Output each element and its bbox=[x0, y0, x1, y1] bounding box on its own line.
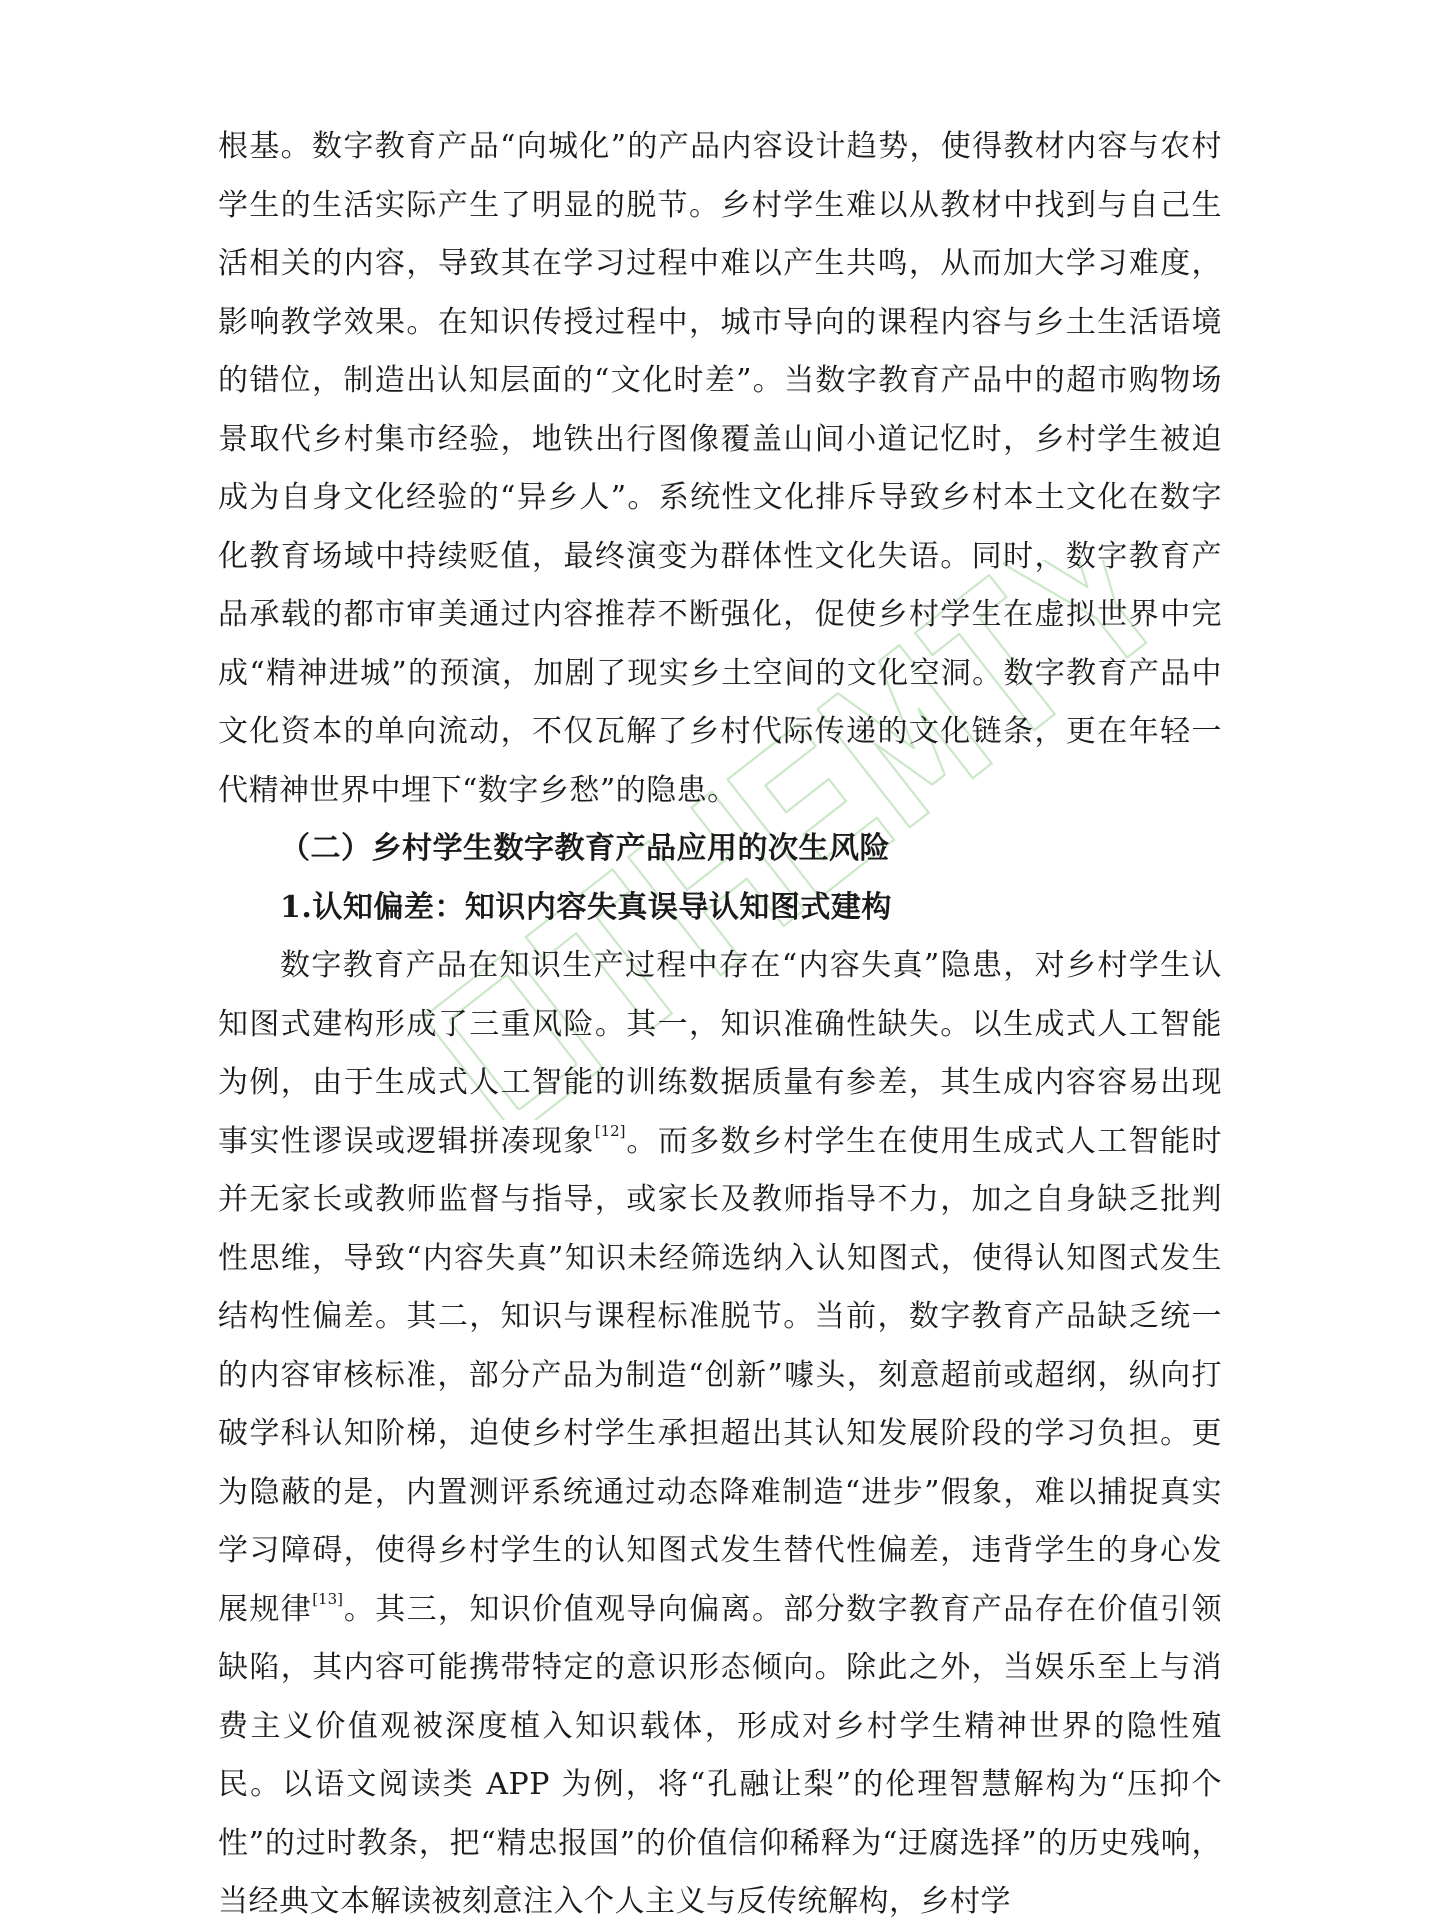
paragraph-text-part-2: 。而多数乡村学生在使用生成式人工智能时并无家长或教师监督与指导，或家长及教师指导不力，加之自身缺乏批判性思维，导致“内容失真”知识未经筛选纳入认知图式，使得认知图式发生结构性偏差。其二，知识与课程标准脱节。当前，数字教育产品缺乏统一的内容审核标准，部分产品为制造“创新”噱头，刻意超前或超纲，纵向打破学科认知阶梯，迫使乡村学生承担超出其认知发展阶段的学习负担。更为隐蔽的是，内置测评系统通过动态降难制造“进步”假象，难以捕捉真实学习障碍，使得乡村学生的认知图式发生替代性偏差，违背学生的身心发展规律 bbox=[218, 1123, 1223, 1627]
subsection-heading: 1.认知偏差：知识内容失真误导认知图式建构 bbox=[280, 889, 892, 925]
citation-ref-12[interactable]: [12] bbox=[594, 1121, 626, 1140]
citation-ref-13[interactable]: [13] bbox=[312, 1589, 343, 1608]
paragraph-text-part-1: 数字教育产品在知识生产过程中存在“内容失真”隐患，对乡村学生认知图式建构形成了三重风险。其一，知识准确性缺失。以生成式人工智能为例，由于生成式人工智能的训练数据质量有参差，其生成内容容易出现事实性谬误或逻辑拼凑现象 bbox=[218, 948, 1222, 1159]
paragraph-cognitive-bias bbox=[218, 937, 1222, 1932]
document-body bbox=[218, 118, 1222, 1932]
section-heading: （二）乡村学生数字教育产品应用的次生风险 bbox=[280, 831, 890, 866]
paragraph-continued: 根基。数字教育产品“向城化”的产品内容设计趋势，使得教材内容与农村学生的生活实际产生了明显的脱节。乡村学生难以从教材中找到与自己生活相关的内容，导致其在学习过程中难以产生共鸣，从而加大学习难度，影响教学效果。在知识传授过程中，城市导向的课程内容与乡土生活语境的错位，制造出认知层面的“文化时差”。当数字教育产品中的超市购物场景取代乡村集市经验，地铁出行图像覆盖山间小道记忆时，乡村学生被迫成为自身文化经验的“异乡人”。系统性文化排斥导致乡村本土文化在数字化教育场域中持续贬值，最终演变为群体性文化失语。同时，数字教育产品承载的都市审美通过内容推荐不断强化，促使乡村学生在虚拟世界中完成“精神进城”的预演，加剧了现实乡土空间的文化空洞。数字教育产品中文化资本的单向流动，不仅瓦解了乡村代际传递的文化链条，更在年轻一代精神世界中埋下“数字乡愁”的隐患。 bbox=[218, 129, 1222, 808]
paragraph-text-part-3: 。其三，知识价值观导向偏离。部分数字教育产品存在价值引领缺陷，其内容可能携带特定的意识形态倾向。除此之外，当娱乐至上与消费主义价值观被深度植入知识载体，形成对乡村学生精神世界的隐性殖民。以语文阅读类 APP 为例，将“孔融让梨”的伦理智慧解构为“压抑个性”的过时教条，把“精忠报国”的价值信仰稀释为“迂腐选择”的历史残响，当经典文本解读被刻意注入个人主义与反传统解构，乡村学 bbox=[218, 1591, 1223, 1919]
